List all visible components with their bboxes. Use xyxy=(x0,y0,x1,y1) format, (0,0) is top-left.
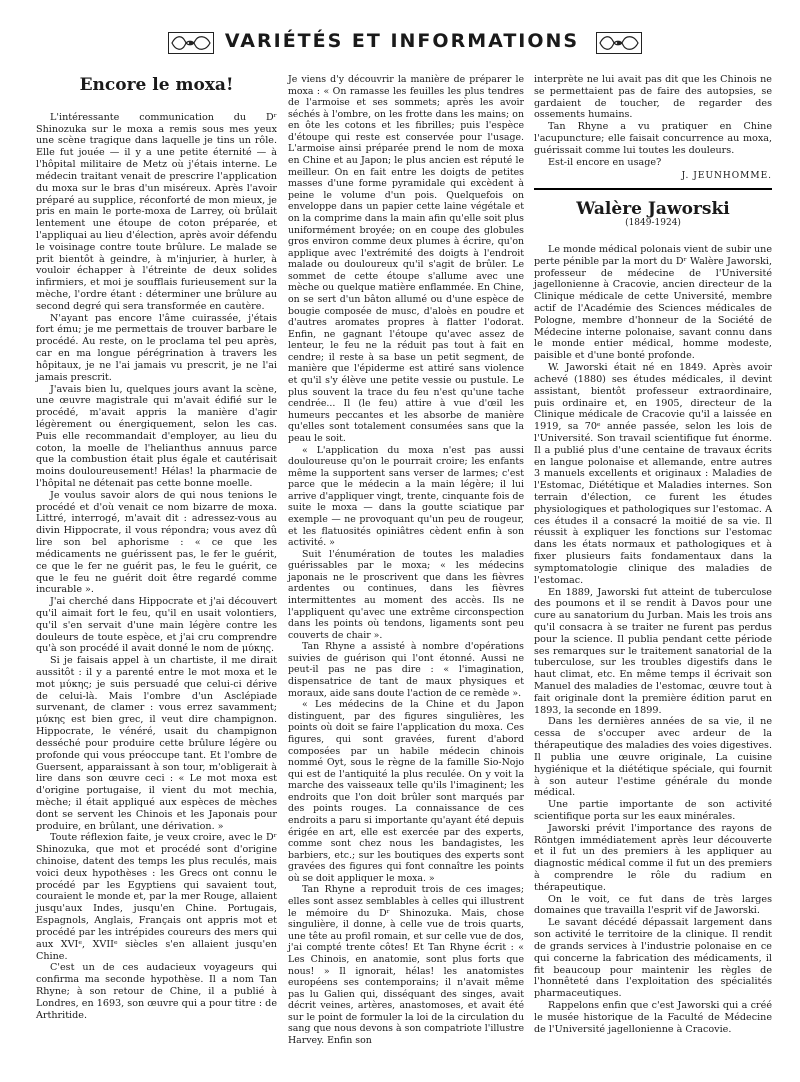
paragraph: Rappelons enfin que c'est Jaworski qui a créé le musée historique de la Faculté de Médecine de l'Université jagellonienne à Cracovie. xyxy=(534,999,772,1035)
paragraph: Jaworski prévit l'importance des rayons de Röntgen immédiatement après leur découverte et il fut un des premiers à les appliquer au diagnostic médical comme il fut un des premiers à comprendre le rôle du radium en thérapeutique. xyxy=(534,822,772,893)
column-1 xyxy=(36,74,277,1021)
section-title: VARIÉTÉS ET INFORMATIONS xyxy=(224,30,580,52)
column-3 xyxy=(534,74,772,1035)
paragraph: Dans les dernières années de sa vie, il ne cessa de s'occuper avec ardeur de la thérapeutique des maladies des voies digestives. Il publia une œuvre originale, La cuisine hygiénique et la diététique spéciale, qui fournit à son auteur l'estime générale du monde médical. xyxy=(534,716,772,799)
paragraph: Tan Rhyne a assisté à nombre d'opérations suivies de guérison qui l'ont étonné. Aussi ne peut-il pas ne pas dire : « l'imagination, dispensatrice de tant de maux physiques et moraux, aide sans doute l'action de ce remède ». xyxy=(288,641,524,699)
paragraph: En 1889, Jaworski fut atteint de tuberculose des poumons et il se rendit à Davos pour une cure au sanatorium du Jurban. Mais les trois ans qu'il consacra à se traiter ne furent pas perdus pour la science. Il publia pendant cette période ses remarques sur le traitement sanatorial de la tuberculose, sur les troubles digestifs dans le haut climat, etc. En même temps il écrivait son Manuel des maladies de l'estomac, œuvre tout à fait originale dont la première édition parut en 1893, la seconde en 1899. xyxy=(534,586,772,716)
paragraph: Suit l'énumération de toutes les maladies guérissables par le moxa; « les médecins japonais ne le proscrivent que dans les fièvres ardentes ou continues, dans les fièvres intermittentes au moment des accès. Ils ne l'appliquent qu'avec une extrême circonspection dans les points où tendons, ligaments sont peu couverts de chair ». xyxy=(288,548,524,641)
paragraph: Tan Rhyne a reproduit trois de ces images; elles sont assez semblables à celles qui illustrent le mémoire du Dʳ Shinozuka. Mais, chose singulière, il donne, à celle vue de trois quarts, une tête au profil romain, et sur celle vue de dos, j'ai compté trente côtes! Et Tan Rhyne écrit : « Les Chinois, en anatomie, sont plus forts que nous! » Il ignorait, hélas! les anatomistes européens ses contemporains; il n'avait même pas lu Galien qui, disséquant des singes, avait décrit veines, artères, anastomoses, et avait été sur le point de formuler la loi de la circulation du sang que nous devons à son compatriote l'illustre Harvey. Enfin son xyxy=(288,884,524,1046)
paragraph: N'ayant pas encore l'âme cuirassée, j'étais fort ému; je me permettais de trouver barbare le procédé. Au reste, on le proclama tel peu après, car en ma longue pérégrination à travers les hôpitaux, je ne l'ai jamais vu prescrit, je ne l'ai jamais prescrit. xyxy=(36,312,277,383)
paragraph: Si je faisais appel à un chartiste, il me dirait aussitôt : il y a parenté entre le mot moxa et le mot μύκης; je suis persuadé que celui-ci dérive de celui-là. Mais l'ombre d'un Asclépiade survenant, de clamer : vous errez savamment; μύκης est bien grec, il veut dire champignon. Hippocrate, le vénéré, usait du champignon desséché pour produire cette brûlure légère ou profonde qui vous préoccupe tant. Et l'ombre de Guersent, apparaissant à son tour, m'obligerait à lire dans son œuvre ceci : « Le mot moxa est d'origine portugaise, il vient du mot mechia, mèche; il était appliqué aux espèces de mèches dont se servent les Chinois et les Japonais pour produire, en brûlant, une dérivation. » xyxy=(36,655,277,832)
paragraph: J'avais bien lu, quelques jours avant la scène, une œuvre magistrale qui m'avait édifié sur le procédé, m'avait appris la manière d'agir légèrement ou énergiquement, selon les cas. Puis elle recommandait d'employer, au lieu du coton, la moelle de l'helianthus annuus parce que la combustion était plus égale et cautérisait moins douloureusement! Hélas! la pharmacie de l'hôpital ne détenait pas cette bonne moelle. xyxy=(36,383,277,489)
divider xyxy=(534,188,772,190)
paragraph: Toute réflexion faite, je veux croire, avec le Dʳ Shinozuka, que mot et procédé sont d'origine chinoise, datent des temps les plus reculés, mais voici deux hypothèses : les Grecs ont connu le procédé par les Egyptiens qui savaient tout, couraient le monde et, par la mer Rouge, allaient jusqu'aux Indes, jusqu'en Chine. Portugais, Espagnols, Anglais, Français ont appris mot et procédé par les intrépides coureurs des mers qui aux XVIᵉ, XVIIᵉ siècles s'en allaient jusqu'en Chine. xyxy=(36,832,277,962)
paragraph: L'intéressante communication du Dʳ Shinozuka sur le moxa a remis sous mes yeux une scène tragique dans laquelle je tins un rôle. Elle fut jouée — il y a une petite éternité — à l'hôpital militaire de Metz où j'étais interne. Le médecin traitant venait de prescrire l'application du moxa sur le bras d'un miséreux. Après l'avoir préparé au supplice, réconforté de mon mieux, je pris en main le porte-moxa de Larrey, où brûlait lentement une étoupe de coton préparée, et l'appliquai au lieu d'élection, après avoir défendu le voisinage contre toute brûlure. Le malade se prit bientôt à geindre, à m'injurier, à hurler, à vouloir échapper à l'étreinte de deux solides infirmiers, et moi je soufflais furieusement sur la mèche, l'ordre étant : déterminer une brûlure au second degré qui sera transformée en cautère. xyxy=(36,111,277,312)
obituary-title: Walère Jaworski xyxy=(576,199,730,220)
page-header xyxy=(40,28,764,58)
paragraph: Le savant décédé dépassait largement dans son activité le territoire de la clinique. Il rendit de grands services à l'industrie polonaise en ce qui concerne la fabrication des médicaments, il fit beaucoup pour maintenir les règles de l'honnêteté dans l'exploitation des spécialités pharmaceutiques. xyxy=(534,917,772,1000)
paragraph: Le monde médical polonais vient de subir une perte pénible par la mort du Dʳ Walère Jaworski, professeur de médecine de l'Université jagellonienne à Cracovie, ancien directeur de la Clinique médicale de cette Université, membre actif de l'Académie des Sciences médicales de Pologne, membre d'honneur de la Société de Médecine interne polonaise, savant connu dans le monde entier médical, homme modeste, paisible et d'une bonté profonde. xyxy=(534,243,773,362)
paragraph: C'est un de ces audacieux voyageurs qui confirma ma seconde hypothèse. Il a nom Tan Rhyne; à son retour de Chine, il a publié à Londres, en 1693, son œuvre qui a pour titre : de Arthritide. xyxy=(36,962,277,1021)
article-title: Encore le moxa! xyxy=(79,75,234,95)
paragraph: Je viens d'y découvrir la manière de préparer le moxa : « On ramasse les feuilles les plus tendres de l'armoise et ses sommets; après les avoir séchés à l'ombre, on les frotte dans les mains; on en ôte les cotons et les fibrilles; puis l'espèce d'étoupe qui reste est conservée pour l'usage. L'armoise ainsi préparée prend le nom de moxa en Chine et au Japon; le plus ancien est réputé le meilleur. On en fait entre les doigts de petites masses d'une forme pyramidale qui excèdent à peine le volume d'un pois. Quelquefois on enveloppe dans un papier cette laine végétale et on la comprime dans la main afin qu'elle soit plus uniformément broyée; on en coupe des globules gros environ comme deux plumes à écrire, qu'on applique avec l'extrémité des doigts à l'endroit malade ou douloureux qu'il s'agit de brûler. Le sommet de cette étoupe s'allume avec une mèche ou quelque matière enflammée. En Chine, on se sert d'un bâton allumé ou d'une espèce de bougie composée de musc, d'aloès en poudre et d'autres aromates propres à flatter l'odorat. Enfin, ne gagnant l'étoupe qu'avec assez de lenteur, le feu ne la réduit pas tout à fait en cendre; il reste à sa base un petit segment, de manière que l'épiderme est attiré sans violence et qu'il s'y élève une petite vessie ou pustule. Le plus souvent la trace du feu n'est qu'une tache cendrée... Il (le feu) attire à vue d'œil les humeurs peccantes et les absorbe de manière qu'elles sont totalement consumées sans que la peau le soit. xyxy=(288,74,524,444)
paragraph: W. Jaworski était né en 1849. Après avoir achevé (1880) ses études médicales, il devint assistant, bientôt professeur extraordinaire, puis ordinaire et, en 1905, directeur de la Clinique médicale de Cracovie qu'il a laissée en 1919, sa 70ᵉ année passée, selon les lois de l'Université. Son travail scientifique fut énorme. Il a publié plus d'une centaine de travaux écrits en langue polonaise et allemande, entre autres 3 manuels excellents et originaux : Maladies de l'Estomac, Diététique et Maladies internes. Son terrain d'élection, ce furent les études physiologiques et pathologiques sur l'estomac. A ces études il a consacré la moitié de sa vie. Il réussit à expliquer les fonctions sur l'estomac dans les états normaux et pathologiques et à fixer plusieurs faits fondamentaux dans la symptomatologie clinique des maladies de l'estomac. xyxy=(534,362,772,586)
column-2 xyxy=(288,74,524,1047)
paragraph: Est-il encore en usage? xyxy=(548,156,662,168)
ornament-right-icon xyxy=(596,32,642,54)
paragraph: Je voulus savoir alors de qui nous tenions le procédé et d'où venait ce nom bizarre de moxa. Littré, interrogé, m'avait dit : adressez-vous au divin Hippocrate, il vous répondra; vous avez dû lire son bel aphorisme : « ce que les médicaments ne guérissent pas, le fer le guérit, ce que le fer ne guérit pas, le feu le guérit, ce que le feu ne guérit doit être regardé comme incurable ». xyxy=(36,489,277,596)
obituary-dates: (1849-1924) xyxy=(625,218,681,229)
paragraph: interprète ne lui avait pas dit que les Chinois ne se permettaient pas de faire des autopsies, se gardaient de toucher, de regarder des ossements humains. xyxy=(534,74,772,121)
paragraph: « Les médecins de la Chine et du Japon distinguent, par des figures singulières, les points où doit se faire l'application du moxa. Ces figures, qui sont gravées, furent d'abord composées par un habile médecin chinois nommé Oyt, sous le règne de la famille Sio-Nojo qui est de l'antiquité la plus reculée. On y voit la marche des vaisseaux telle qu'ils l'imaginent; les endroits que l'on doit brûler sont marqués par des points rouges. La connaissance de ces endroits a paru si importante qu'ayant été depuis érigée en art, elle est exercée par des experts, comme sont chez nous les bandagistes, les barbiers, etc.; sur les boutiques des experts sont gravées des figures qui font connaître les points où se doit appliquer le moxa. » xyxy=(288,699,524,884)
paragraph: Une partie importante de son activité scientifique porta sur les eaux minérales. xyxy=(534,799,772,822)
paragraph: « L'application du moxa n'est pas aussi douloureuse qu'on le pourrait croire; les enfants même la supportent sans verser de larmes; c'est parce que le médecin a la main légère; il lui arrive d'appliquer vingt, trente, cinquante fois de suite le moxa — dans la goutte sciatique par exemple — ne provoquant qu'un peu de rougeur, et les flatuosités opiniâtres cèdent enfin à son activité. » xyxy=(288,444,524,549)
paragraph: J'ai cherché dans Hippocrate et j'ai découvert qu'il aimait fort le feu, qu'il en usait volontiers, qu'il s'en servait d'une main légère contre les douleurs de toute espèce, et j'ai cru comprendre qu'à son procédé il avait donné le nom de μύκης. xyxy=(36,596,277,655)
paragraph: On le voit, ce fut dans de très larges domaines que travailla l'esprit vif de Jaworski. xyxy=(534,893,772,917)
author-signature: J. JEUNHOMME. xyxy=(681,170,772,181)
paragraph: Tan Rhyne a vu pratiquer en Chine l'acupuncture; elle faisait concurrence au moxa, guérissait comme lui toutes les douleurs. xyxy=(534,121,772,156)
